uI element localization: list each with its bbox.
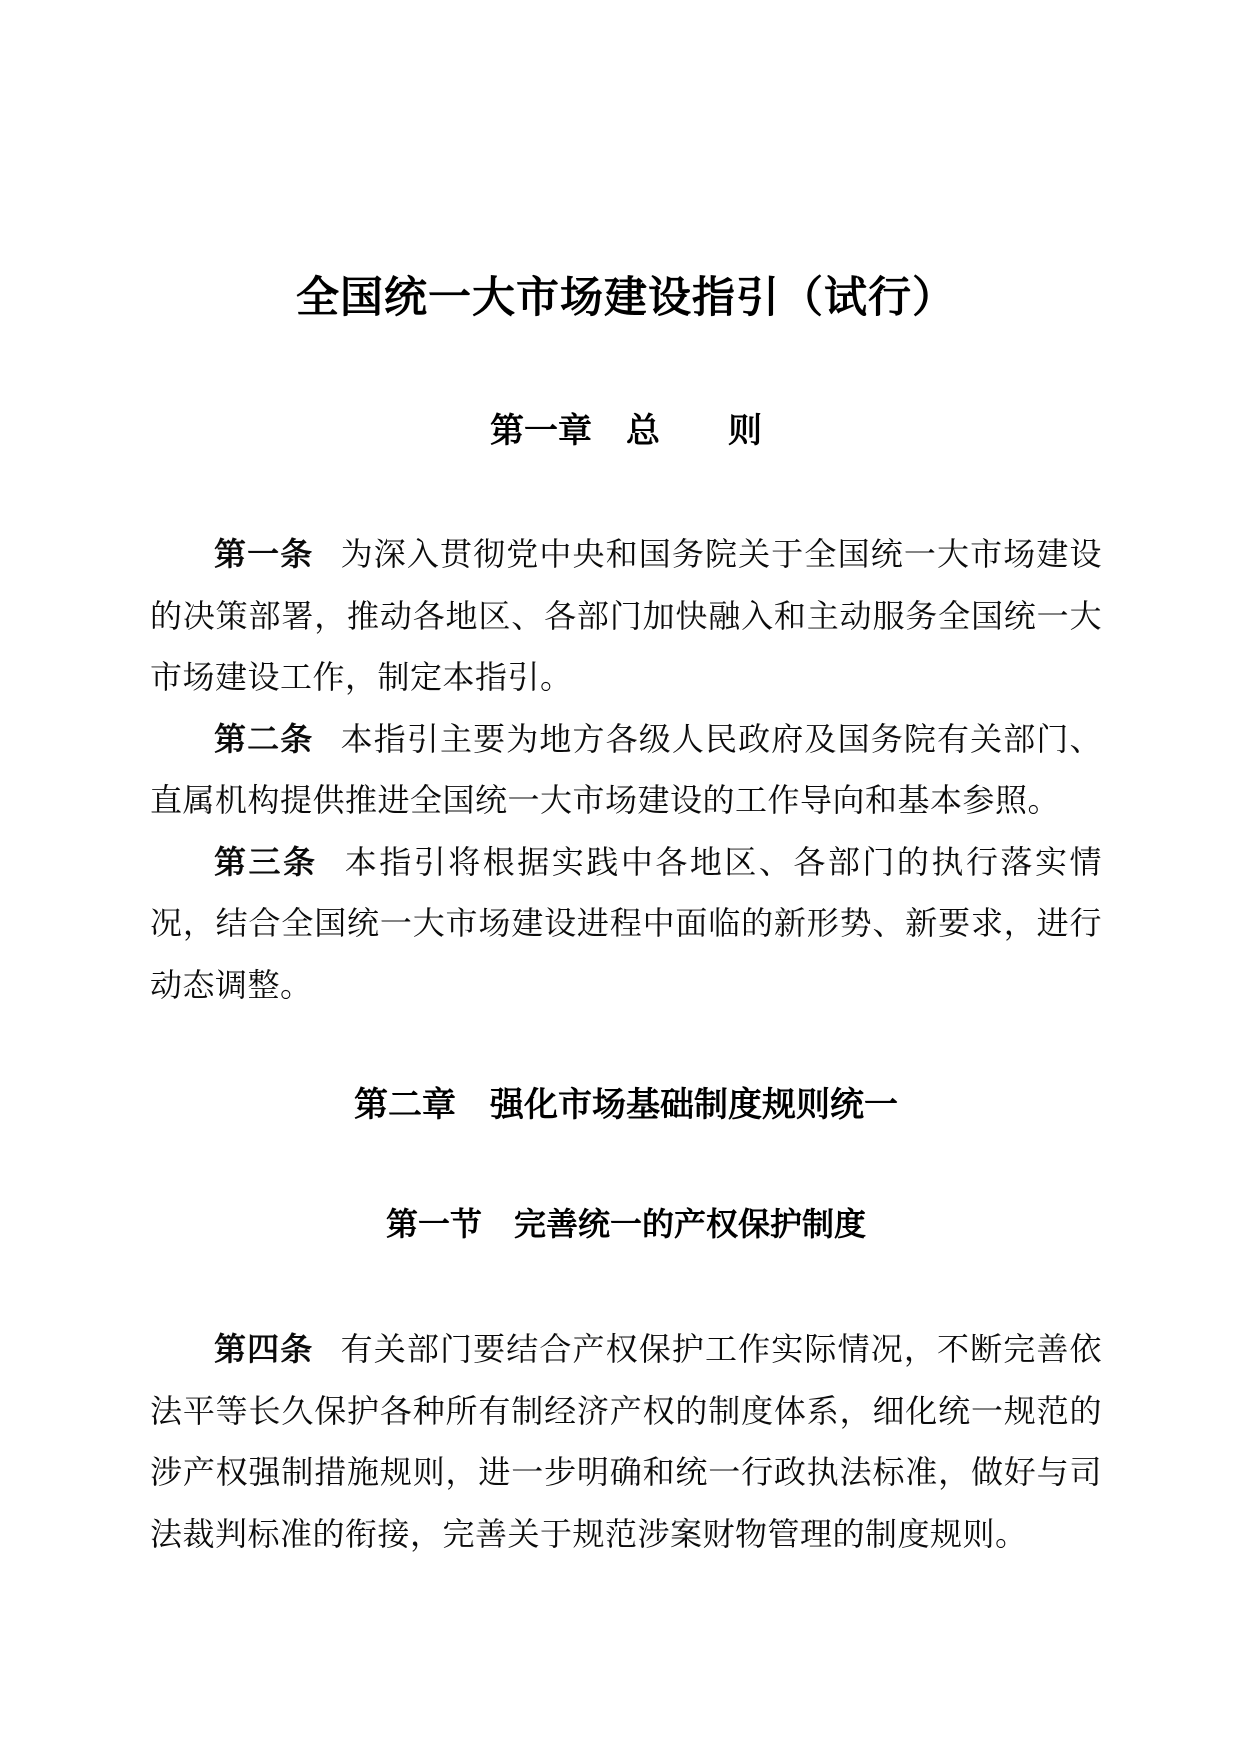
article-3-number: 第三条 [214,842,318,881]
article-4-number: 第四条 [214,1330,314,1368]
article-2 [150,709,1102,832]
article-4 [150,1319,1102,1565]
article-1 [150,524,1102,709]
chapter-1-heading: 第一章 总 则 [490,411,762,451]
document-title: 全国统一大市场建设指引（试行） [296,273,956,323]
article-2-text: 本指引主要为地方各级人民政府及国务院有关部门、直属机构提供推进全国统一大市场建设的工作导向和基本参照。 [150,719,1102,819]
article-1-number: 第一条 [214,535,314,573]
article-4-text: 有关部门要结合产权保护工作实际情况，不断完善依法平等长久保护各种所有制经济产权的制度体系，细化统一规范的涉产权强制措施规则，进一步明确和统一行政执法标准，做好与司法裁判标准的衔接，完善关于规范涉案财物管理的制度规则。 [150,1330,1102,1553]
article-3 [150,832,1102,1017]
article-1-text: 为深入贯彻党中央和国务院关于全国统一大市场建设的决策部署，推动各地区、各部门加快融入和主动服务全国统一大市场建设工作，制定本指引。 [150,535,1102,696]
article-2-number: 第二条 [214,719,314,758]
article-3-text: 本指引将根据实践中各地区、各部门的执行落实情况，结合全国统一大市场建设进程中面临的新形势、新要求，进行动态调整。 [150,842,1102,1004]
chapter-2-heading: 第二章 强化市场基础制度规则统一 [354,1085,898,1125]
section-1-heading: 第一节 完善统一的产权保护制度 [385,1205,866,1243]
